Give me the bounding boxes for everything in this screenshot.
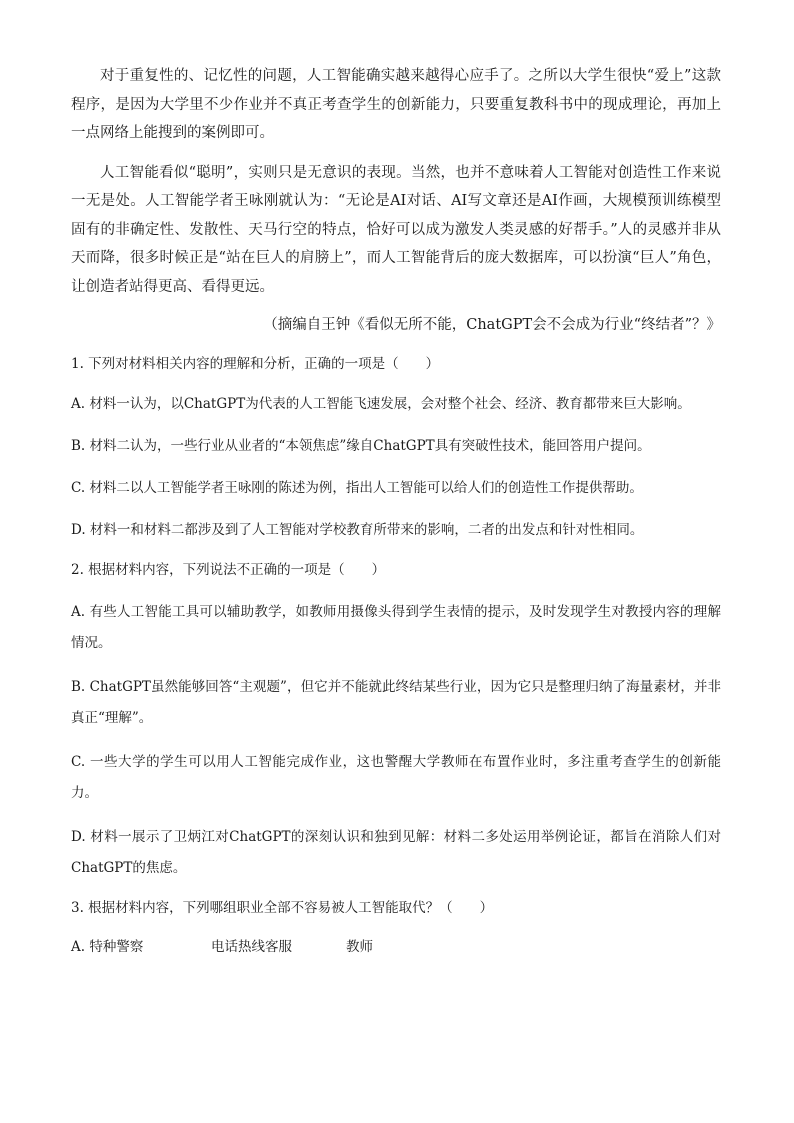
question-1-stem: 1. 下列对材料相关内容的理解和分析，正确的一项是（ ） xyxy=(71,355,440,372)
passage-paragraph-1: 对于重复性的、记忆性的问题，人工智能确实越来越得心应手了。之所以大学生很快“爱上”这款程序，是因为大学里不少作业并不真正考查学生的创新能力，只要重复教科书中的现成理论，再加上一点网络上能搜到的案例即可。 xyxy=(71,68,721,141)
question-1-option-c: C. 材料二以人工智能学者王咏刚的陈述为例，指出人工智能可以给人们的创造性工作提供帮助。 xyxy=(71,479,643,496)
question-3-option-a-item-2: 电话热线客服 xyxy=(211,938,292,955)
question-2-option-a: A. 有些人工智能工具可以辅助教学，如教师用摄像头得到学生表情的提示，及时发现学生对教授内容的理解情况。 xyxy=(71,603,721,651)
passage-paragraph-2: 人工智能看似“聪明”，实则只是无意识的表现。当然，也并不意味着人工智能对创造性工作来说一无是处。人工智能学者王咏刚就认为：“无论是AI对话、AI写文章还是AI作画，大规模预训练模型固有的非确定性、发散性、天马行空的特点，恰好可以成为激发人类灵感的好帮手。”人的灵感并非从天而降，很多时候正是“站在巨人的肩膀上”，而人工智能背后的庞大数据库，可以扮演“巨人”角色，让创造者站得更高、看得更远。 xyxy=(71,164,721,295)
question-3-option-a-item-3: 教师 xyxy=(346,938,373,955)
question-2-stem: 2. 根据材料内容，下列说法不正确的一项是（ ） xyxy=(71,561,386,578)
question-3-option-a xyxy=(71,933,721,961)
question-1-option-d: D. 材料一和材料二都涉及到了人工智能对学校教育所带来的影响，二者的出发点和针对性相同。 xyxy=(71,521,644,538)
document-page xyxy=(71,62,721,961)
question-1-option-b: B. 材料二认为，一些行业从业者的“本领焦虑”缘自ChatGPT具有突破性技术，能回答用户提问。 xyxy=(71,437,651,454)
question-3-stem: 3. 根据材料内容，下列哪组职业全部不容易被人工智能取代？（ ） xyxy=(71,899,494,916)
question-2-option-c: C. 一些大学的学生可以用人工智能完成作业，这也警醒大学教师在布置作业时，多注重考查学生的创新能力。 xyxy=(71,753,721,801)
question-2-option-d: D. 材料一展示了卫炳江对ChatGPT的深刻认识和独到见解：材料二多处运用举例论证，都旨在消除人们对ChatGPT的焦虑。 xyxy=(71,828,721,876)
question-1-option-a: A. 材料一认为，以ChatGPT为代表的人工智能飞速发展，会对整个社会、经济、教育都带来巨大影响。 xyxy=(71,395,691,412)
question-2-option-b: B. ChatGPT虽然能够回答“主观题”，但它并不能就此终结某些行业，因为它只是整理归纳了海量素材，并非真正“理解”。 xyxy=(71,678,721,726)
passage-source: （摘编自王钟《看似无所不能，ChatGPT会不会成为行业“终结者”？》 xyxy=(263,317,721,333)
question-3-option-a-label: A. 特种警察 xyxy=(71,938,144,955)
